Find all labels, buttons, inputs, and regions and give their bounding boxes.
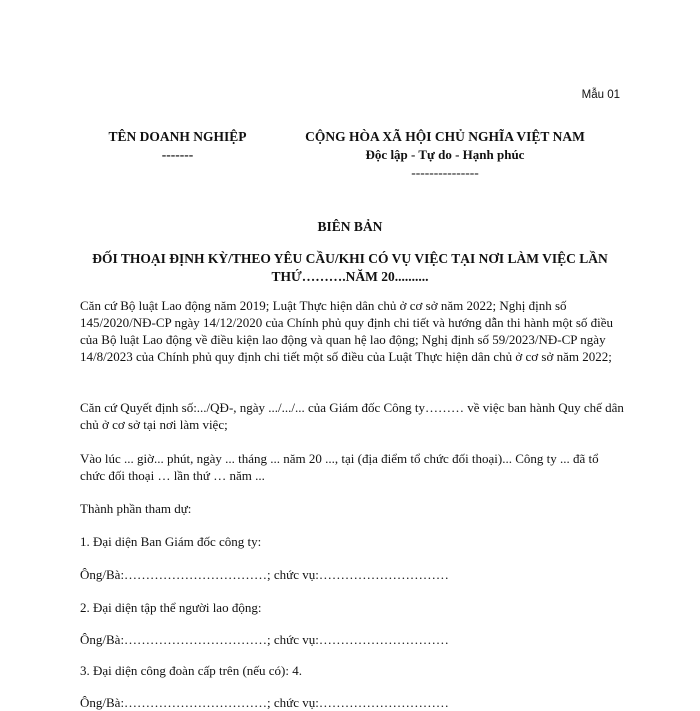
person-line: Ông/Bà:……………………………; chức vụ:………………………… bbox=[80, 632, 449, 647]
form-code: Mẫu 01 bbox=[581, 89, 620, 101]
country-name: CỘNG HÒA XÃ HỘI CHỦ NGHĨA VIỆT NAM bbox=[305, 129, 585, 144]
participants-heading: Thành phần tham dự: bbox=[80, 501, 192, 516]
basis-decision-paragraph: Căn cứ Quyết định số:.../QĐ-, ngày .../.../... của Giám đốc Công ty……… về việc ban hành Quy chế dân chủ ở cơ sở tại nơi làm việc; bbox=[80, 400, 624, 432]
motto-divider: --------------- bbox=[411, 165, 479, 180]
document-title: BIÊN BẢN bbox=[317, 219, 383, 234]
board-representative-heading: 1. Đại diện Ban Giám đốc công ty: bbox=[80, 534, 262, 549]
org-header bbox=[90, 128, 265, 164]
time-place-paragraph: Vào lúc ... giờ... phút, ngày ... tháng ... năm 20 ..., tại (địa điểm tổ chức đối thoại)... Công ty ... đã tổ chức đối thoại … lần thứ … năm ... bbox=[80, 451, 599, 483]
national-header bbox=[285, 128, 605, 182]
org-divider: ------- bbox=[161, 147, 194, 162]
person-line: Ông/Bà:……………………………; chức vụ:………………………… bbox=[80, 695, 449, 710]
workers-representative-heading: 2. Đại diện tập thể người lao động: bbox=[80, 600, 262, 615]
union-representative-heading: 3. Đại diện công đoàn cấp trên (nếu có): 4. bbox=[80, 663, 303, 678]
document-subtitle: ĐỐI THOẠI ĐỊNH KỲ/THEO YÊU CẦU/KHI CÓ VỤ VIỆC TẠI NƠI LÀM VIỆC LẦN THỨ……….NĂM 20.......... bbox=[92, 251, 608, 284]
basis-law-paragraph: Căn cứ Bộ luật Lao động năm 2019; Luật Thực hiện dân chủ ở cơ sở năm 2022; Nghị định số 145/2020/NĐ-CP ngày 14/12/2020 của Chính phủ quy định chi tiết và hướng dẫn thi hành một số điều của Bộ luật Lao động về điều kiện lao động và quan hệ lao động; Nghị định số 59/2023/NĐ-CP ngày 14/8/2023 của Chính phủ quy định chi tiết một số điều của Luật Thực hiện dân chủ ở cơ sở năm 2022; bbox=[80, 298, 614, 364]
org-name: TÊN DOANH NGHIỆP bbox=[108, 129, 247, 144]
person-line: Ông/Bà:……………………………; chức vụ:………………………… bbox=[80, 567, 449, 582]
national-motto: Độc lập - Tự do - Hạnh phúc bbox=[365, 147, 525, 162]
